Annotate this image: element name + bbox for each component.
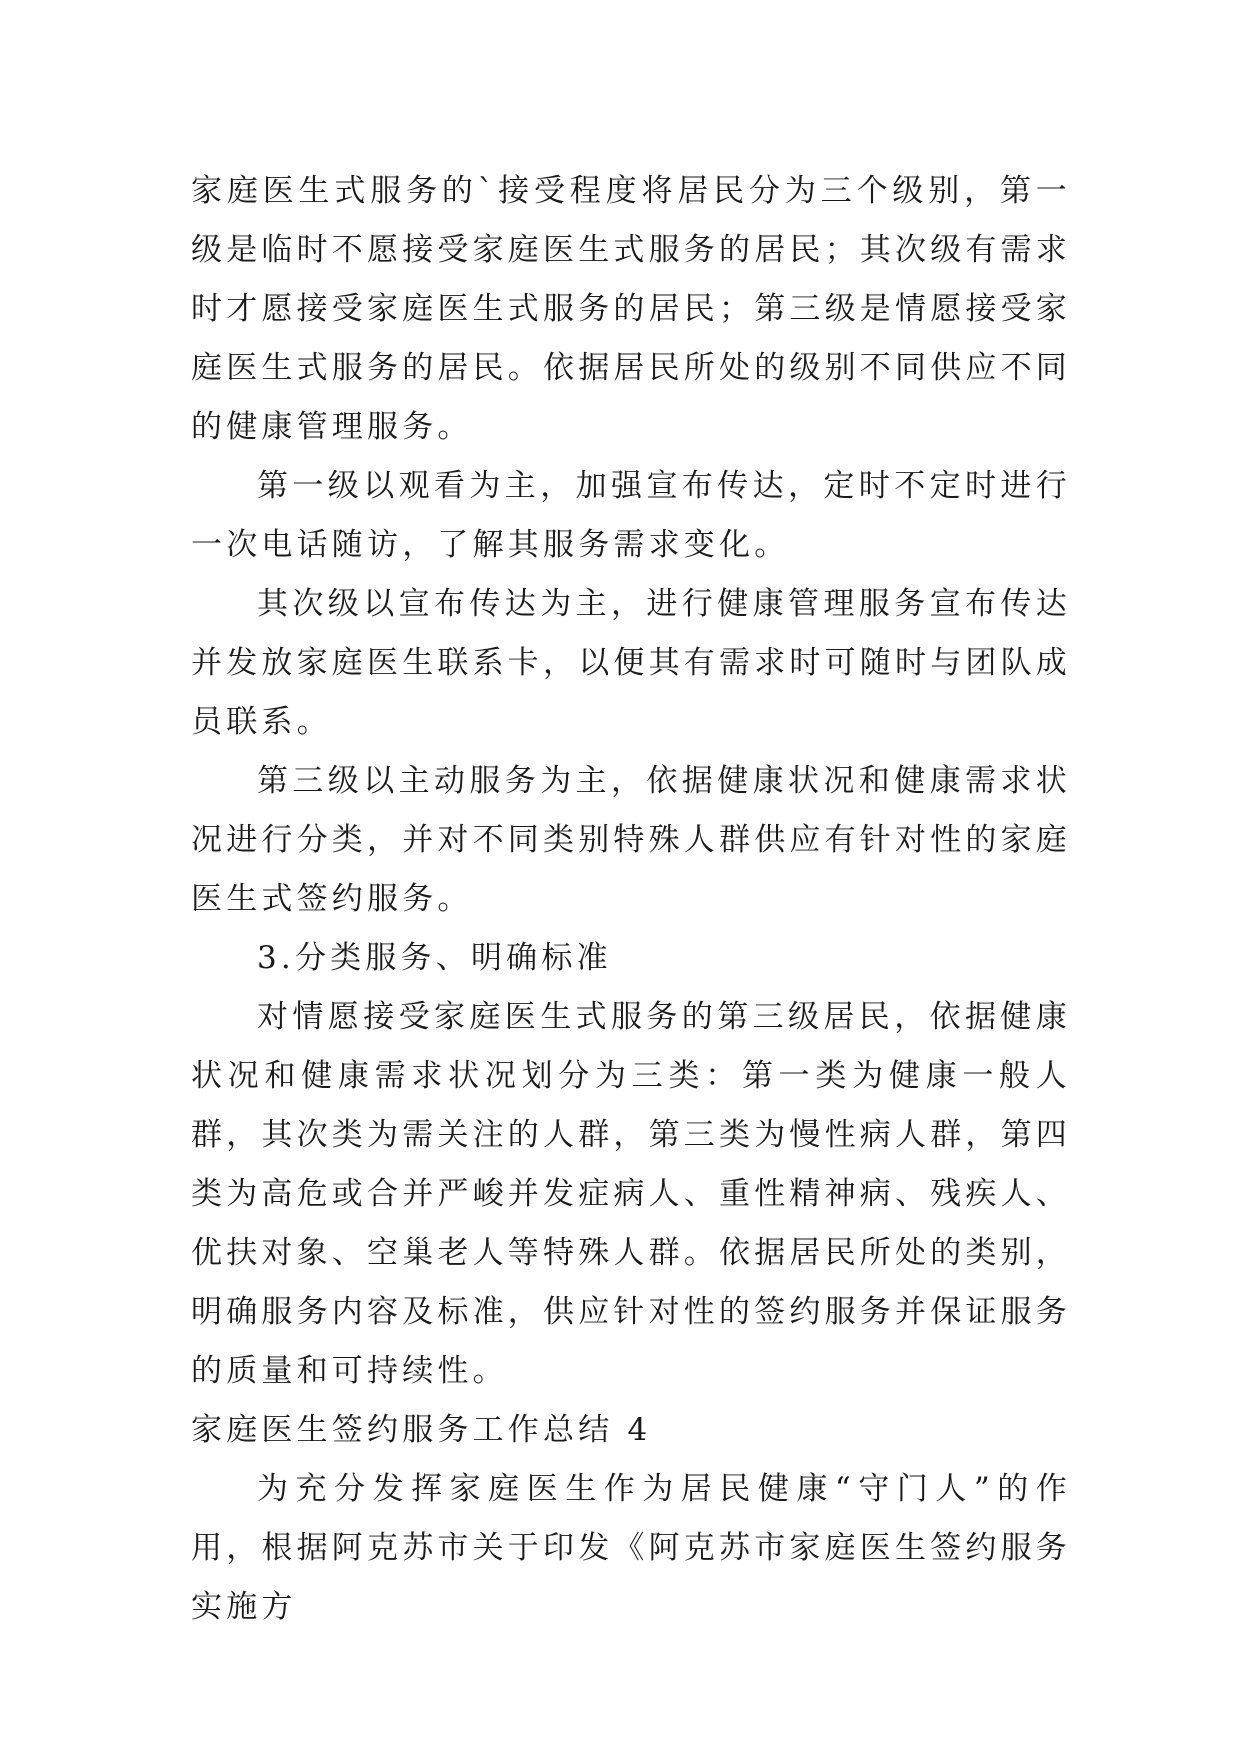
paragraph-level-two: 其次级以宣布传达为主，进行健康管理服务宣布传达并发放家庭医生联系卡，以便其有需求时可随时与团队成员联系。 [191,586,1071,740]
section-heading-classified-service: 3.分类服务、明确标准 [257,940,612,976]
paragraph-classification: 对情愿接受家庭医生式服务的第三级居民，依据健康状况和健康需求状况划分为三类：第一类为健康一般人群，其次类为需关注的人群，第三类为慢性病人群，第四类为高危或合并严峻并发症病人、重性精神病、残疾人、优扶对象、空巢老人等特殊人群。依据居民所处的类别，明确服务内容及标准，供应针对性的签约服务并保证服务的质量和可持续性。 [191,999,1071,1389]
paragraph-service-levels: 家庭医生式服务的`接受程度将居民分为三个级别，第一级是临时不愿接受家庭医生式服务的居民；其次级有需求时才愿接受家庭医生式服务的居民；第三级是情愿接受家庭医生式服务的居民。依据居民所处的级别不同供应不同的健康管理服务。 [191,173,1071,445]
section-title-summary-4: 家庭医生签约服务工作总结 4 [191,1412,652,1448]
document-body [191,162,1071,1637]
paragraph-level-one: 第一级以观看为主，加强宣布传达，定时不定时进行一次电话随访，了解其服务需求变化。 [191,468,1071,563]
paragraph-level-three: 第三级以主动服务为主，依据健康状况和健康需求状况进行分类，并对不同类别特殊人群供应有针对性的家庭医生式签约服务。 [191,763,1071,917]
paragraph-summary-intro: 为充分发挥家庭医生作为居民健康“守门人”的作用，根据阿克苏市关于印发《阿克苏市家庭医生签约服务实施方 [191,1471,1071,1625]
